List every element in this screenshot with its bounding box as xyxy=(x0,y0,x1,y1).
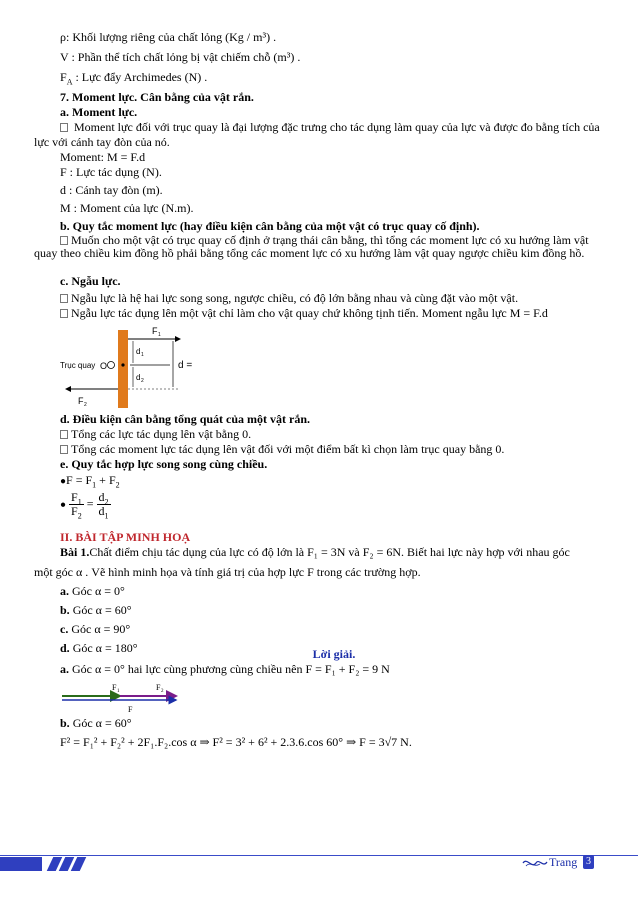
couple-diagram xyxy=(60,322,220,412)
bullet-box-icon xyxy=(60,294,68,303)
o-label: O xyxy=(100,361,108,371)
equilibrium-text-1 xyxy=(60,427,606,442)
page-number: 3 xyxy=(583,855,594,869)
fa-definition-text: : Lực đẩy Archimedes (N) . xyxy=(75,70,208,84)
f-definition: F : Lực tác dụng (N). xyxy=(60,165,162,179)
case-b-label: b. xyxy=(60,603,70,617)
equilibrium-text-1-body: Tổng các lực tác dụng lên vật bằng 0. xyxy=(71,427,252,441)
couple-title: c. Ngẫu lực. xyxy=(60,274,121,288)
same-direction-arrows xyxy=(60,680,180,714)
d-ratio: $\frac{d_2}{d_1}$ xyxy=(98,490,109,521)
page-label: Trang xyxy=(549,855,578,869)
d1-subscript: 1 xyxy=(141,352,144,358)
equilibrium-text-2 xyxy=(60,442,606,457)
problem-label: Bài 1. xyxy=(60,545,90,559)
moment-rule-title: b. Quy tắc moment lực (hay điều kiện cân bằng của một vật có trục quay cố định). xyxy=(60,219,480,233)
bullet-dot-icon: ● xyxy=(60,476,67,487)
flourish-icon xyxy=(522,856,548,870)
f-vector-label: F xyxy=(128,705,133,714)
case-b xyxy=(60,603,606,618)
v-definition-text: : Phần thể tích chất lỏng bị vật chiếm chỗ (m³) . xyxy=(71,50,301,64)
m-definition: M : Moment của lực (N.m). xyxy=(60,201,194,215)
equilibrium-title: d. Điều kiện cân bằng tổng quát của một vật rắn. xyxy=(60,412,311,426)
solution-b-formula: F² = F₁² + F₂² + 2F₁.F₂.cos α ⇒ F² = 3² + 6² + 2.3.6.cos 60° ⇒ F = 3√7 N. xyxy=(60,735,412,749)
couple-text-2-body: Ngẫu lực tác dụng lên một vật chỉ làm cho vật quay chứ không tịnh tiến. Moment ngẫu lực M = F.d xyxy=(71,306,548,320)
f1-label: F xyxy=(152,326,158,336)
case-c-label: c. xyxy=(60,622,69,636)
f2-subscript: 2 xyxy=(84,402,87,408)
solution-b xyxy=(60,716,606,731)
rigid-bar xyxy=(118,330,128,408)
case-c-text: Góc α = 90° xyxy=(68,622,131,636)
case-a xyxy=(60,584,606,599)
v-definition: V : Phần thể tích chất lỏng bị vật chiếm chỗ (m³) . xyxy=(60,50,301,64)
d1-label: d xyxy=(136,347,141,356)
o-circle xyxy=(108,362,115,369)
bullet-box-icon xyxy=(60,123,68,132)
moment-title: a. Moment lực. xyxy=(60,105,138,119)
problem-line-2: một góc α . Vẽ hình minh họa và tính giá trị của hợp lực F trong các trường hợp. xyxy=(34,565,421,579)
moment-text-body: Moment lực đối với trục quay là đại lượng đặc trưng cho tác dụng làm quay của lực và được đo bằng tích của lực với cánh tay đòn của nó. xyxy=(34,120,600,149)
moment-formula: Moment: M = F.d xyxy=(60,150,146,164)
d-definition: d : Cánh tay đòn (m). xyxy=(60,183,163,197)
fa-definition: $F_A$ : Lực đẩy Archimedes (N) . xyxy=(60,70,208,87)
couple-text-1 xyxy=(60,291,606,306)
bullet-dot-icon: ● xyxy=(60,499,67,511)
rho-definition-text: : Khối lượng riêng của chất lỏng (Kg / m³) . xyxy=(66,30,277,44)
bullet-box-icon xyxy=(60,445,68,454)
solution-title: Lời giải. xyxy=(312,647,356,661)
case-d-text: Góc α = 180° xyxy=(69,641,138,655)
section7-title: 7. Moment lực. Cân bằng của vật rắn. xyxy=(60,90,254,104)
d-label: d = xyxy=(178,360,193,371)
solution-a xyxy=(60,662,606,677)
problem-line-1 xyxy=(60,545,606,560)
solution-a-label: a. xyxy=(60,662,69,676)
f2-vector-subscript: 2 xyxy=(161,689,164,694)
bullet-box-icon xyxy=(60,236,68,245)
solution-a-text: Góc α = 0° hai lực cùng phương cùng chiều nên F = F₁ + F₂ = 9 N xyxy=(69,662,390,676)
moment-text xyxy=(34,120,606,150)
solution-b-label: b. xyxy=(60,716,70,730)
d2-subscript: 2 xyxy=(141,378,144,384)
solution-b-text: Góc α = 60° xyxy=(69,716,132,730)
parallel-sum-formula: ●F = $F_1 + F_2$ xyxy=(60,473,120,490)
f-ratio: $\frac{F_1}{F_2}$ xyxy=(71,490,82,521)
bullet-box-icon xyxy=(60,430,68,439)
exercises-title: II. BÀI TẬP MINH HOẠ xyxy=(60,530,191,544)
bullet-box-icon xyxy=(60,309,68,318)
f2-vector-label: F xyxy=(156,683,161,692)
moment-rule-text-body: Muốn cho một vật có trục quay cố định ở trạng thái cân bằng, thì tổng các moment lực có xu hướng làm vật quay theo chiều kim đồng hồ phải bằng tổng các moment lực có xu hướng làm vật quay ngược chiều kim đồng hồ. xyxy=(34,233,589,260)
couple-text-1-body: Ngẫu lực là hệ hai lực song song, ngược chiều, có độ lớn bằng nhau và cùng đặt vào một vật. xyxy=(71,291,519,305)
footer-band xyxy=(0,857,42,871)
rho-definition: ρ: Khối lượng riêng của chất lỏng (Kg / m³) . xyxy=(60,30,277,44)
case-a-text: Góc α = 0° xyxy=(69,584,125,598)
equilibrium-text-2-body: Tổng các moment lực tác dụng lên vật đối với một điểm bất kì chọn làm trục quay bằng 0. xyxy=(71,442,505,456)
case-a-label: a. xyxy=(60,584,69,598)
parallel-rule-title: e. Quy tắc hợp lực song song cùng chiều. xyxy=(60,457,268,471)
f2-label: F xyxy=(78,396,84,406)
problem-text: Chất điểm chịu tác dụng của lực có độ lớn là F₁ = 3N và F₂ = 6N. Biết hai lực này hợp với nhau góc xyxy=(89,545,570,559)
case-b-text: Góc α = 60° xyxy=(69,603,132,617)
couple-text-2 xyxy=(60,306,606,321)
parallel-ratio-formula: ● $\frac{F_1}{F_2}$ = $\frac{d_2}{d_1}$ xyxy=(60,490,109,521)
f1-subscript: 1 xyxy=(158,332,161,338)
moment-rule-text xyxy=(34,234,606,260)
axis-label: Trục quay xyxy=(60,361,96,370)
d2-label: d xyxy=(136,373,141,382)
pivot-point xyxy=(121,363,124,366)
case-d-label: d. xyxy=(60,641,70,655)
case-c xyxy=(60,622,606,637)
f1-vector-subscript: 1 xyxy=(117,689,120,694)
f1-vector-label: F xyxy=(112,683,117,692)
